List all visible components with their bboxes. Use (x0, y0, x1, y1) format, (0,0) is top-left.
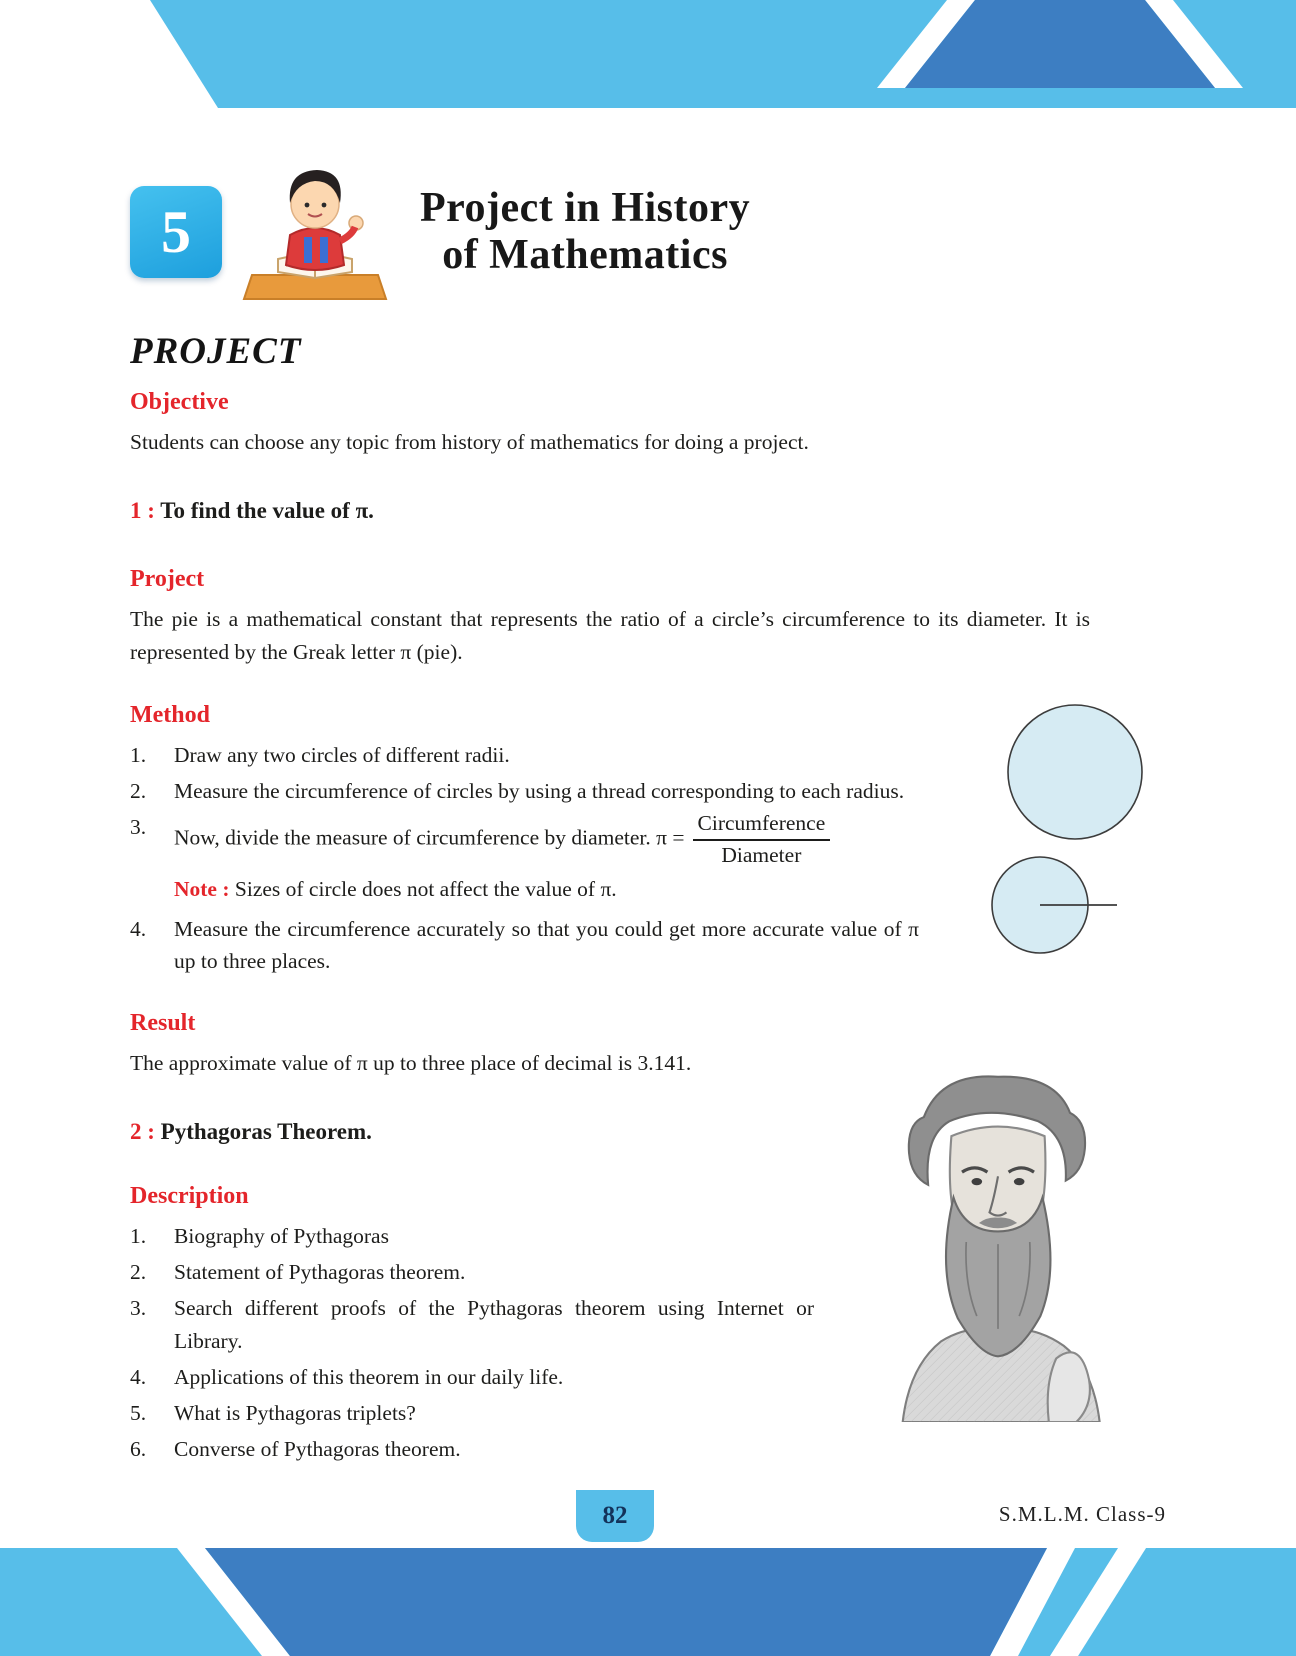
note-text: Sizes of circle does not affect the value of π. (234, 876, 617, 901)
top-decorative-banner (0, 0, 1296, 110)
item-text: Statement of Pythagoras theorem. (174, 1260, 466, 1285)
item-number: 1. (130, 1223, 147, 1248)
item-number: 4. (130, 1364, 147, 1389)
topic-2-title: Pythagoras Theorem. (160, 1118, 372, 1144)
child-reading-illustration (240, 156, 390, 308)
description-heading: Description (130, 1182, 249, 1209)
fraction-numerator: Circumference (693, 811, 831, 841)
item-text: Biography of Pythagoras (174, 1223, 389, 1248)
topic-1-number: 1 : (130, 498, 155, 524)
method-heading: Method (130, 701, 210, 728)
item-number: 1. (130, 742, 147, 767)
item-text: Draw any two circles of different radii. (174, 742, 510, 767)
description-item-6 (130, 1433, 1166, 1465)
chapter-number-badge: 5 (130, 186, 222, 278)
chapter-title-line-1: Project in History (420, 184, 751, 231)
topic-1-heading (130, 498, 1166, 524)
objective-text: Students can choose any topic from history of mathematics for doing a project. (130, 430, 809, 454)
pi-fraction (693, 811, 831, 869)
item-text: Search different proofs of the Pythagoras theorem using Internet or Library. (174, 1296, 814, 1353)
note-label: Note : (174, 876, 230, 901)
footer-edition-text: S.M.L.M. Class-9 (998, 1502, 1166, 1526)
item-number: 2. (130, 1260, 147, 1285)
circles-illustration (985, 700, 1175, 960)
item-text (174, 811, 830, 869)
fraction-denominator: Diameter (721, 843, 802, 868)
bottom-banner-darkblue-trapezoid (205, 1548, 1047, 1656)
item-text: Measure the circumference accurately so that you could get more accurate value of π up to three places. (174, 917, 919, 974)
chapter-title-line-2: of Mathematics (442, 232, 728, 278)
large-circle (1008, 705, 1142, 839)
topic-2-number: 2 : (130, 1118, 155, 1144)
item-number: 3. (130, 815, 147, 840)
item-number: 5. (130, 1401, 147, 1426)
right-eye (1014, 1178, 1025, 1185)
shirt-shape (286, 228, 344, 270)
chapter-header (130, 152, 750, 312)
item-number: 3. (130, 1296, 147, 1321)
left-eye (972, 1178, 983, 1185)
chapter-title (420, 185, 750, 279)
result-heading: Result (130, 1009, 196, 1036)
item-text: Applications of this theorem in our daily life. (174, 1364, 564, 1389)
item-number: 4. (130, 917, 147, 942)
project-heading: PROJECT (130, 331, 302, 372)
item-number: 6. (130, 1437, 147, 1462)
objective-heading: Objective (130, 389, 229, 415)
project-label: Project (130, 566, 205, 593)
item-text: What is Pythagoras triplets? (174, 1401, 416, 1426)
toga-fold (1048, 1352, 1090, 1422)
bottom-decorative-banner (0, 1548, 1296, 1656)
method-item-3-text: Now, divide the measure of circumference by diameter. π = (174, 825, 685, 850)
result-text: The approximate value of π up to three place of decimal is 3.141. (130, 1050, 692, 1075)
project-text: The pie is a mathematical constant that represents the ratio of a circle’s circumference to its diameter. It is represented by the Greak letter π (pie). (130, 607, 1090, 664)
pythagoras-portrait (838, 1062, 1158, 1422)
item-number: 2. (130, 779, 147, 803)
page-number-tab: 82 (576, 1490, 654, 1542)
item-text: Converse of Pythagoras theorem. (174, 1437, 461, 1462)
item-text: Measure the circumference of circles by using a thread corresponding to each radius. (174, 779, 905, 803)
topic-1-title: To find the value of π. (160, 498, 374, 524)
